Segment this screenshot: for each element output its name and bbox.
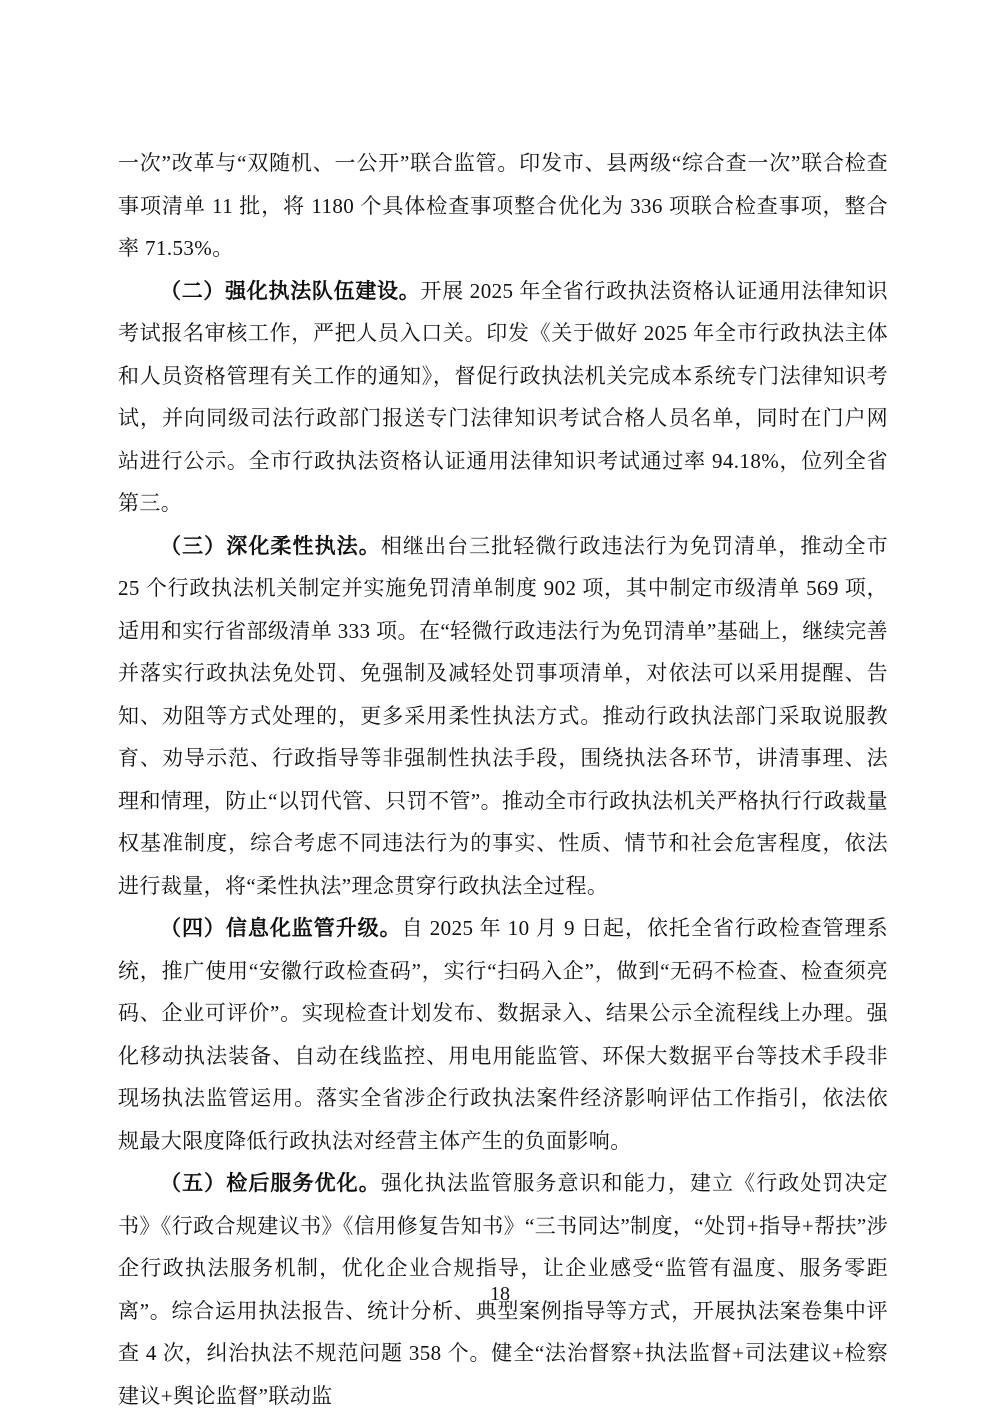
paragraph: [118, 907, 888, 1162]
section-heading: （三）深化柔性执法。: [160, 533, 381, 558]
paragraph-text: 相继出台三批轻微行政违法行为免罚清单，推动全市 25 个行政执法机关制定并实施免罚清单制度 902 项，其中制定市级清单 569 项，适用和实行省部级清单 333 项。在“轻微行政违法行为免罚清单”基础上，继续完善并落实行政执法免处罚、免强制及减轻处罚事项清单，对依法可以采用提醒、告知、劝阻等方式处理的，更多采用柔性执法方式。推动行政执法部门采取说服教育、劝导示范、行政指导等非强制性执法手段，围绕执法各环节，讲清事理、法理和情理，防止“以罚代管、只罚不管”。推动全市行政执法机关严格执行行政裁量权基准制度，综合考虑不同违法行为的事实、性质、情节和社会危害程度，依法进行裁量，将“柔性执法”理念贯穿行政执法全过程。: [118, 533, 888, 898]
document-body: [118, 142, 888, 1415]
paragraph: [118, 525, 888, 908]
paragraph-text: 开展 2025 年全省行政执法资格认证通用法律知识考试报名审核工作，严把人员入口关。印发《关于做好 2025 年全市行政执法主体和人员资格管理有关工作的通知》，督促行政执法机关完成本系统专门法律知识考试，并向同级司法行政部门报送专门法律知识考试合格人员名单，同时在门户网站进行公示。全市行政执法资格认证通用法律知识考试通过率 94.18%，位列全省第三。: [118, 278, 888, 515]
section-heading: （四）信息化监管升级。: [160, 916, 402, 940]
paragraph-text: 强化执法监管服务意识和能力，建立《行政处罚决定书》《行政合规建议书》《信用修复告知书》“三书同达”制度，“处罚+指导+帮扶”涉企行政执法服务机制，优化企业合规指导，让企业感受“监管有温度、服务零距离”。综合运用执法报告、统计分析、典型案例指导等方式，开展执法案卷集中评查 4 次，纠治执法不规范问题 358 个。健全“法治督察+执法监督+司法建议+检察建议+舆论监督”联动监: [118, 1171, 888, 1408]
section-heading: （五）检后服务优化。: [160, 1171, 381, 1195]
paragraph: [118, 142, 888, 270]
section-heading: （二）强化执法队伍建设。: [160, 278, 421, 303]
paragraph-text: 一次”改革与“双随机、一公开”联合监管。印发市、县两级“综合查一次”联合检查事项清单 11 批，将 1180 个具体检查事项整合优化为 336 项联合检查事项，整合率 71.53%。: [118, 151, 888, 260]
page-number: 18: [490, 1283, 510, 1305]
paragraph-text: 自 2025 年 10 月 9 日起，依托全省行政检查管理系统，推广使用“安徽行政检查码”，实行“扫码入企”，做到“无码不检查、检查须亮码、企业可评价”。实现检查计划发布、数据录入、结果公示全流程线上办理。强化移动执法装备、自动在线监控、用电用能监管、环保大数据平台等技术手段非现场执法监管运用。落实全省涉企行政执法案件经济影响评估工作指引，依法依规最大限度降低行政执法对经营主体产生的负面影响。: [118, 916, 889, 1153]
paragraph: [118, 270, 888, 525]
